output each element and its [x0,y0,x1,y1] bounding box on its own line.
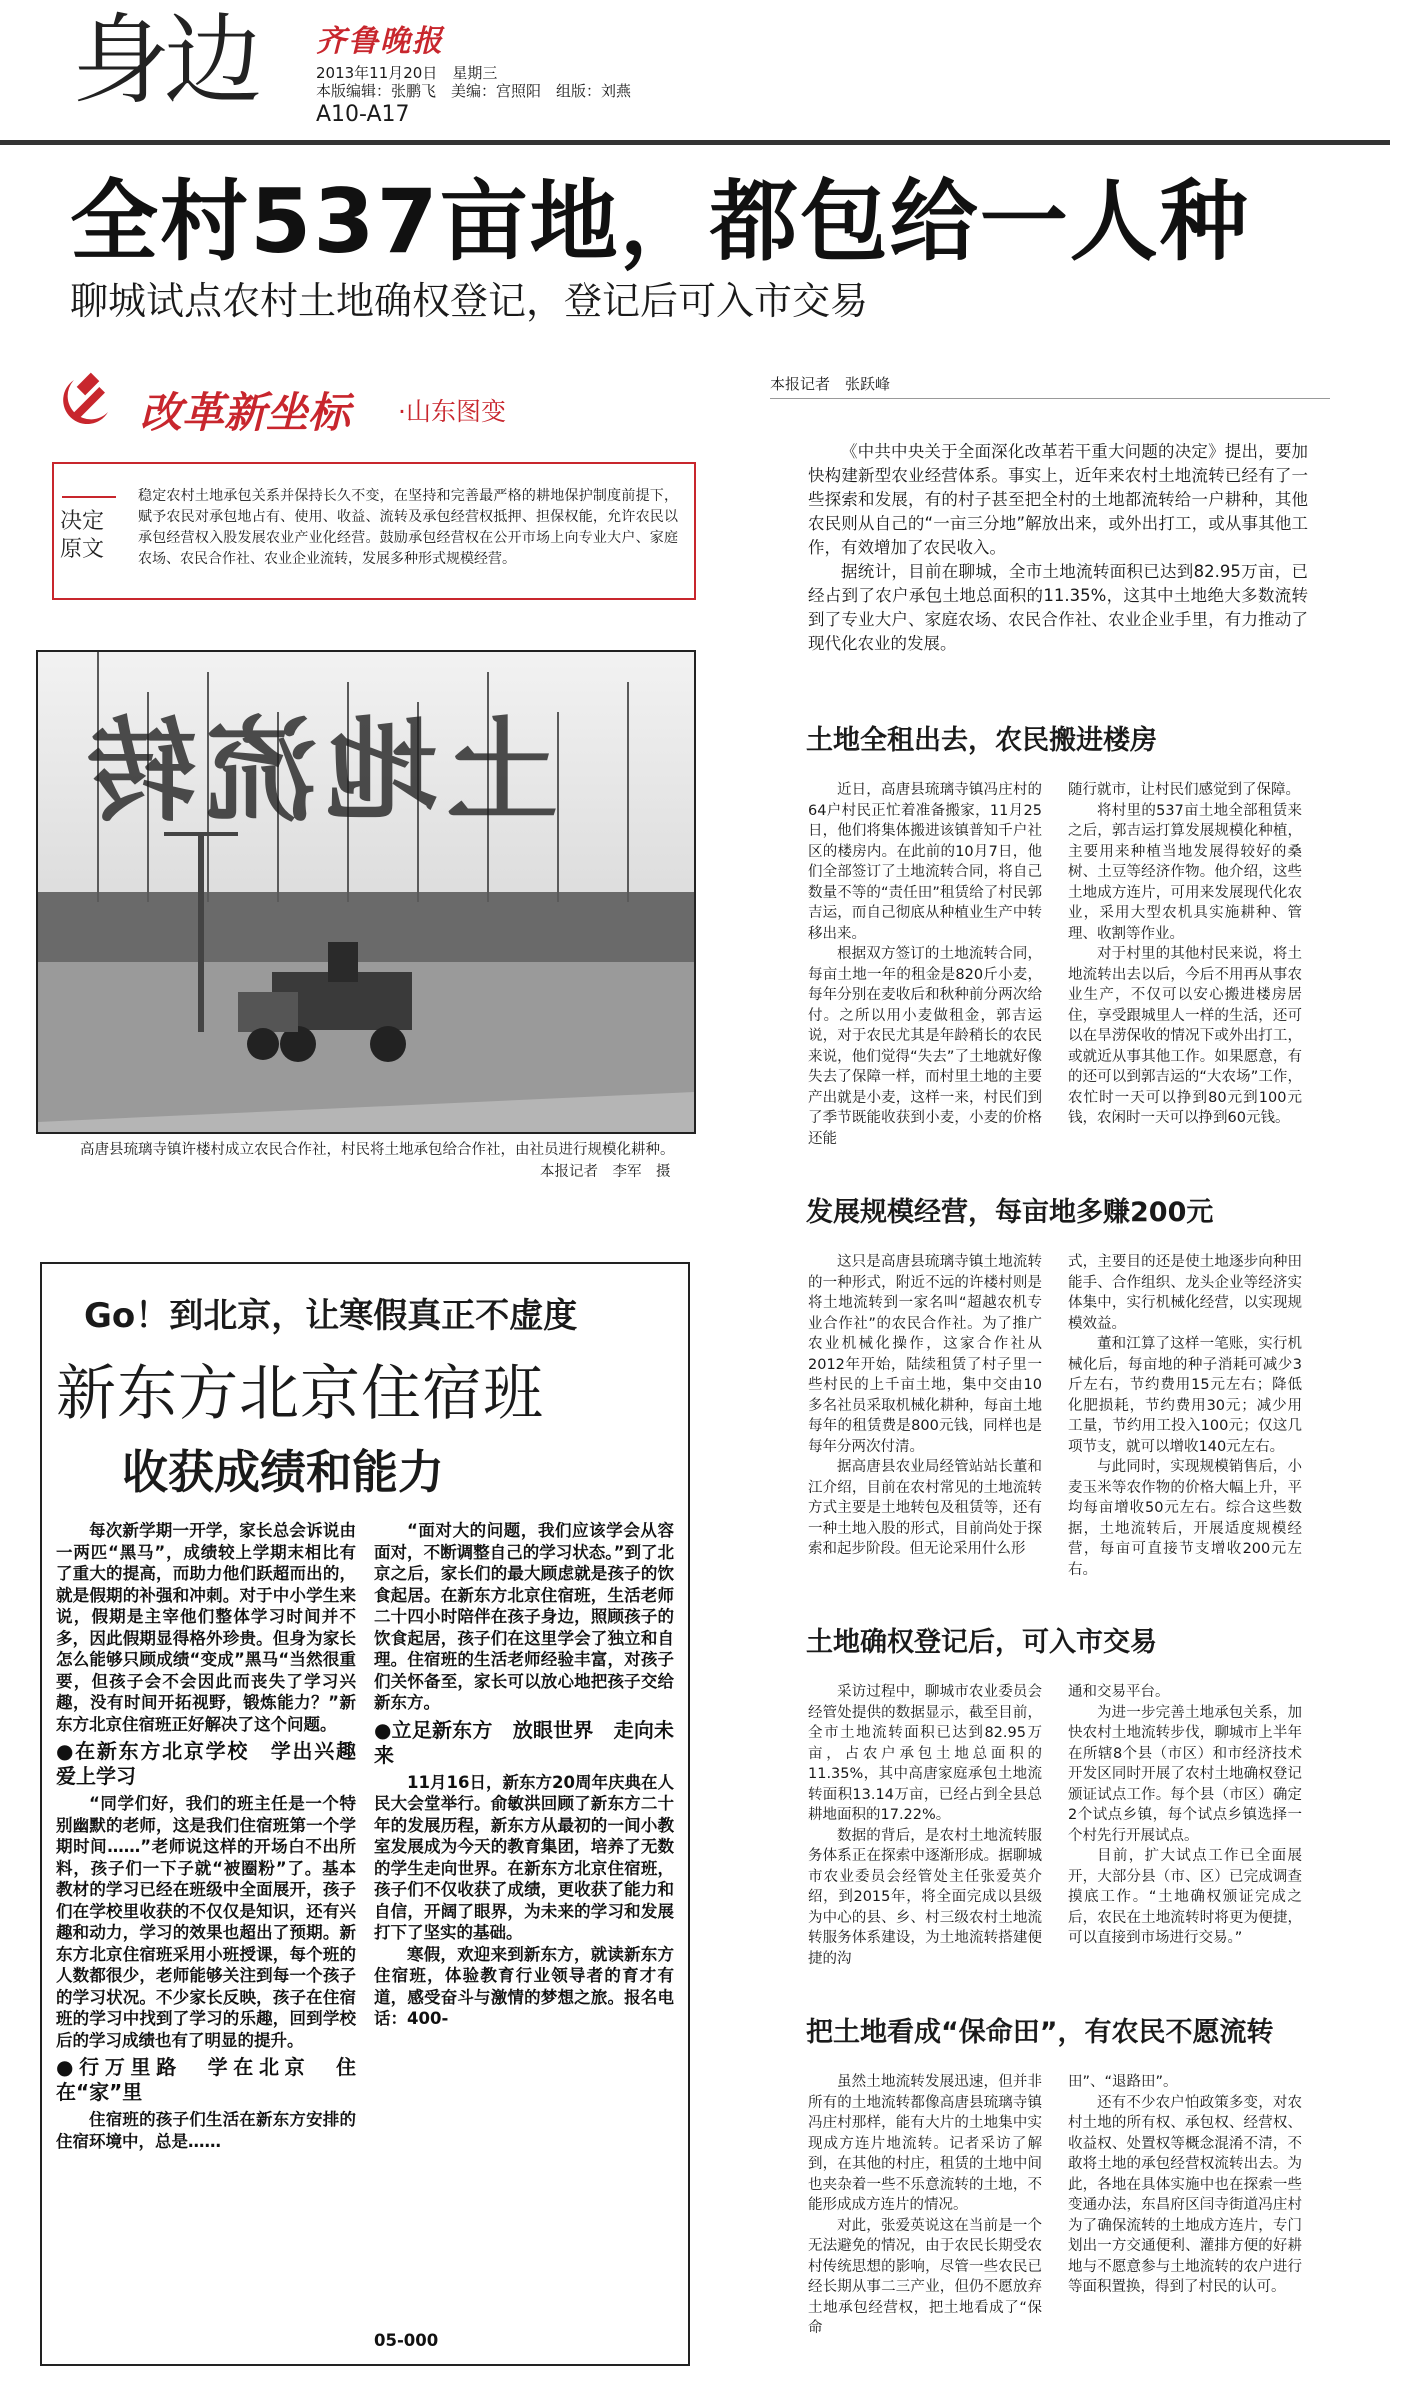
section-2-left-column [808,1252,1042,1560]
paragraph: 将村里的537亩土地全部租赁来之后，郭吉运打算发展规模化种植，主要用来种植当地发展得较好的桑树、土豆等经济作物。他介绍，这些土地成方连片，可用来发展现代化农业，采用大型农机具实施耕种、管理、收割等作业。 [1068,802,1302,942]
paragraph: 式，主要目的还是使土地逐步向种田能手、合作组织、龙头企业等经济实体集中，实行机械化经营，以实现规模效益。 [1068,1254,1302,1332]
section-head-1: 土地全租出去，农民搬进楼房 [806,725,1157,756]
ad-paragraph: 寒假，欢迎来到新东方，就读新东方住宿班，体验教育行业领导者的育才有道，感受奋斗与激情的梦想之旅。报名电话：400- [374,1944,674,2028]
paragraph: 虽然土地流转发展迅速，但并非所有的土地流转都像高唐县琉璃寺镇冯庄村那样，能有大片的土地集中实现成方连片地流转。记者采访了解到，在其他的村庄，租赁的土地中间也夹杂着一些不乐意流转的土地，不能形成成方连片的情况。 [808,2074,1042,2213]
main-headline: 全村537亩地，都包给一人种 [70,170,1250,273]
section-head-2: 发展规模经营，每亩地多赚200元 [806,1197,1214,1228]
top-rule [0,140,1390,145]
news-photo [36,650,696,1134]
paragraph: 对此，张爱英说这在当前是一个无法避免的情况，由于农民长期受农村传统思想的影响，尽管一些农民已经长期从事二三产业，但仍不愿放弃土地承包经营权，把土地看成了“保命 [808,2217,1042,2336]
decision-label: 决定原文 [60,509,105,562]
paragraph: 采访过程中，聊城市农业委员会经管处提供的数据显示，截至目前，全市土地流转面积已达到82.95万亩，占农户承包土地总面积的11.35%，其中高唐家庭承包土地流转面积13.14万亩，已经占到全县总耕地面积的17.22%。 [808,1684,1042,1823]
ad-right-column [374,1520,674,2340]
page-range: A10-A17 [316,102,410,127]
paragraph: 随行就市，让村民们感觉到了保障。 [1068,782,1300,798]
hammer-sickle-icon [56,372,118,434]
ad-slogan: Go！到北京，让寒假真正不虚度 [84,1296,578,1336]
ad-subtitle: 收获成绩和能力 [122,1445,444,1499]
ad-subhead: ●行万里路 学在北京 住在“家”里 [56,2055,356,2104]
paragraph: 根据双方签订的土地流转合同，每亩土地一年的租金是820斤小麦，每年分别在麦收后和秋种前分两次给付。之所以用小麦做租金，郭吉运说，对于农民尤其是年龄稍长的农民来说，他们觉得“失去”了土地就好像失去了保障一样，而村里土地的主要产出就是小麦，这样一来，村民们到了季节既能收获到小麦，小麦的价格还能 [808,946,1042,1147]
section-2-right-column [1068,1252,1302,1580]
paragraph: 这只是高唐县琉璃寺镇土地流转的一种形式，附近不远的许楼村则是将土地流转到一家名叫“超越农机专业合作社”的农民合作社。为了推广农业机械化操作，这家合作社从2012年开始，陆续租赁了村子里一些村民的上千亩土地，集中交由10多名社员采取机械化耕种，每亩土地每年的租赁费是800元钱，同样也是每年分两次付清。 [808,1254,1042,1455]
photo-caption: 高唐县琉璃寺镇许楼村成立农民合作社，村民将土地承包给合作社，由社员进行规模化耕种。 [80,1142,675,1158]
section-3-left-column [808,1682,1042,1969]
paragraph: 通和交易平台。 [1068,1684,1170,1700]
intro-text [808,440,1308,656]
ad-paragraph: “面对大的问题，我们应该学会从容面对，不断调整自己的学习状态。”到了北京之后，家长们的最大顾虑就是孩子的饮食起居。在新东方北京住宿班，生活老师二十四小时陪伴在孩子身边，照顾孩子的饮食起居，孩子们在这里学会了独立和自理。住宿班的生活老师经验丰富，对孩子们关怀备至，家长可以放心地把孩子交给新东方。 [374,1521,674,1712]
paragraph: 数据的背后，是农村土地流转服务体系正在探索中逐渐形成。据聊城市农业委员会经管处主任张爱英介绍，到2015年，将全面完成以县级为中心的县、乡、村三级农村土地流转服务体系建设，为土地流转搭建便捷的沟 [808,1827,1042,1967]
section-head-3: 土地确权登记后，可入市交易 [806,1627,1157,1658]
sub-headline: 聊城试点农村土地确权登记，登记后可入市交易 [70,279,869,323]
paper-logo: 齐鲁晚报 [316,24,444,59]
ad-paragraph: 11月16日，新东方20周年庆典在人民大会堂举行。俞敏洪回顾了新东方二十年的发展历程，新东方从最初的一间小教室发展成为今天的教育集团，培养了无数的学生走向世界。在新东方北京住宿班，孩子们不仅收获了成绩，更收获了能力和自信，开阔了眼界，为未来的学习和发展打下了坚实的基础。 [374,1772,674,1942]
decision-label-rule [62,496,116,498]
reform-column-title: 改革新坐标 [140,388,351,437]
ad-paragraph: 每次新学期一开学，家长总会诉说由一两匹“黑马”，成绩较上学期末相比有了重大的提高，而助力他们跃超而出的，就是假期的补强和冲刺。对于中小学生来说，假期是主宰他们整体学习时间并不多，因此假期显得格外珍贵。但身为家长怎么能够只顾成绩“变成”黑马“当然很重要，但孩子会不会因此而丧失了学习兴趣，没有时间开拓视野，锻炼能力？”新东方北京住宿班正好解决了这个问题。 [56,1521,356,1734]
intro-paragraph: 据统计，目前在聊城，全市土地流转面积已达到82.95万亩，已经占到了农户承包土地总面积的11.35%，这其中土地绝大多数流转到了专业大户、家庭农场、农民合作社、农业企业手里，有力推动了现代化农业的发展。 [808,562,1308,653]
section-1-left-column [808,780,1042,1149]
paragraph: 目前，扩大试点工作已全面展开，大部分县（市、区）已完成调查摸底工作。“土地确权颁证完成之后，农民在土地流转时将更为便捷，可以直接到市场进行交易。” [1068,1848,1302,1946]
ad-title: 新东方北京住宿班 [56,1359,544,1429]
reform-column-subtitle: ·山东图变 [398,397,506,426]
byline: 本报记者 张跃峰 [770,375,891,393]
ad-subhead: ●立足新东方 放眼世界 走向未来 [374,1717,674,1767]
intro-paragraph: 《中共中央关于全面深化改革若干重大问题的决定》提出，要加快构建新型农业经营体系。事实上，近年来农村土地流转已经有了一些探索和发展，有的村子甚至把全村的土地都流转给一户耕种，其他农民则从自己的“一亩三分地”解放出来，或外出打工，或从事其他工作，有效增加了农民收入。 [808,442,1308,557]
paragraph: 还有不少农户怕政策多变，对农村土地的所有权、承包权、经营权、收益权、处置权等概念混淆不清，不敢将土地的承包经营权流转出去。为此，各地在具体实施中也在探索一些变通办法，东昌府区闫寺街道冯庄村为了确保流转的土地成方连片，专门划出一方交通便利、灌排方便的好耕地与不愿意参与土地流转的农户进行等面积置换，得到了村民的认可。 [1068,2094,1302,2295]
ad-left-column [56,1520,376,2340]
paragraph: 为进一步完善土地承包关系，加快农村土地流转步伐，聊城市上半年在所辖8个县（市区）和市经济技术开发区同时开展了农村土地确权登记颁证试点工作。每个县（市区）确定2个试点乡镇，每个试点乡镇选择一个村先行开展试点。 [1068,1704,1302,1844]
editor-credits: 本版编辑：张鹏飞 美编：宫照阳 组版：刘燕 [316,82,632,100]
section-4-right-column [1068,2072,1302,2298]
section-head-4: 把土地看成“保命田”，有农民不愿流转 [806,2017,1274,2048]
byline-rule [770,398,1330,399]
section-3-right-column [1068,1682,1302,1949]
paragraph: 近日，高唐县琉璃寺镇冯庄村的64户村民正忙着准备搬家，11月25日，他们将集体搬进该镇普知千户社区的楼房内。在此前的10月7日，他们全部签订了土地流转合同，将自己数量不等的“责任田”租赁给了村民郭吉运，而自己彻底从种植业生产中转移出来。 [808,782,1042,942]
ad-phone-tail: 05-000 [374,2331,439,2350]
ad-paragraph: 住宿班的孩子们生活在新东方安排的住宿环境中，总是…… [56,2110,356,2151]
paragraph: 据高唐县农业局经管站站长董和江介绍，目前在农村常见的土地流转方式主要是土地转包及租赁等，还有一种土地入股的形式，目前尚处于探索和起步阶段。但无论采用什么形 [808,1459,1042,1557]
section-1-right-column [1068,780,1302,1129]
decision-text: 稳定农村土地承包关系并保持长久不变，在坚持和完善最严格的耕地保护制度前提下，赋予农民对承包地占有、使用、收益、流转及承包经营权抵押、担保权能，允许农民以承包经营权入股发展农业产业化经营。鼓励承包经营权在公开市场上向专业大户、家庭农场、农民合作社、农业企业流转，发展多种形式规模经营。 [138,488,678,567]
photo-credit: 本报记者 李军 摄 [540,1164,671,1180]
ad-subhead: ●在新东方北京学校 学出兴趣 爱上学习 [56,1739,376,1788]
photo-wall-slogan: 土地流转 [78,707,558,837]
section-4-left-column [808,2072,1042,2339]
ad-paragraph: “同学们好，我们的班主任是一个特别幽默的老师，这是我们住宿班第一个学期时间……”老师说这样的开场白不出所料，孩子们一下子就“被圈粉”了。基本教材的学习已经在班级中全面展开，孩子们在学校里收获的不仅仅是知识，还有兴趣和动力，学习的效果也超出了预期。新东方北京住宿班采用小班授课，每个班的人数都很少，老师能够关注到每一个孩子的学习状况。不少家长反映，孩子在住宿班的学习中找到了学习的乐趣，回到学校后的学习成绩也有了明显的提升。 [56,1794,356,2050]
section-title: 身边 [72,4,257,118]
paragraph: 对于村里的其他村民来说，将土地流转出去以后，今后不用再从事农业生产，不仅可以安心搬进楼房居住，享受跟城里人一样的生活，还可以在旱涝保收的情况下或外出打工，或就近从事其他工作。如果愿意，有的还可以到郭吉运的“大农场”工作，农忙时一天可以挣到80元到100元钱，农闲时一天可以挣到60元钱。 [1068,946,1302,1126]
issue-date: 2013年11月20日 星期三 [316,64,498,82]
paragraph: 董和江算了这样一笔账，实行机械化后，每亩地的种子消耗可减少3斤左右，节约费用15元左右；降低化肥损耗，节约费用30元；减少用工量，节约用工投入100元；仅这几项节支，就可以增收140元左右。 [1068,1336,1302,1455]
paragraph: 田”、“退路田”。 [1068,2074,1178,2090]
paragraph: 与此同时，实现规模销售后，小麦玉米等农作物的价格大幅上升，平均每亩增收50元左右。综合这些数据，土地流转后，开展适度规模经营，每亩可直接节支增收200元左右。 [1068,1459,1302,1578]
